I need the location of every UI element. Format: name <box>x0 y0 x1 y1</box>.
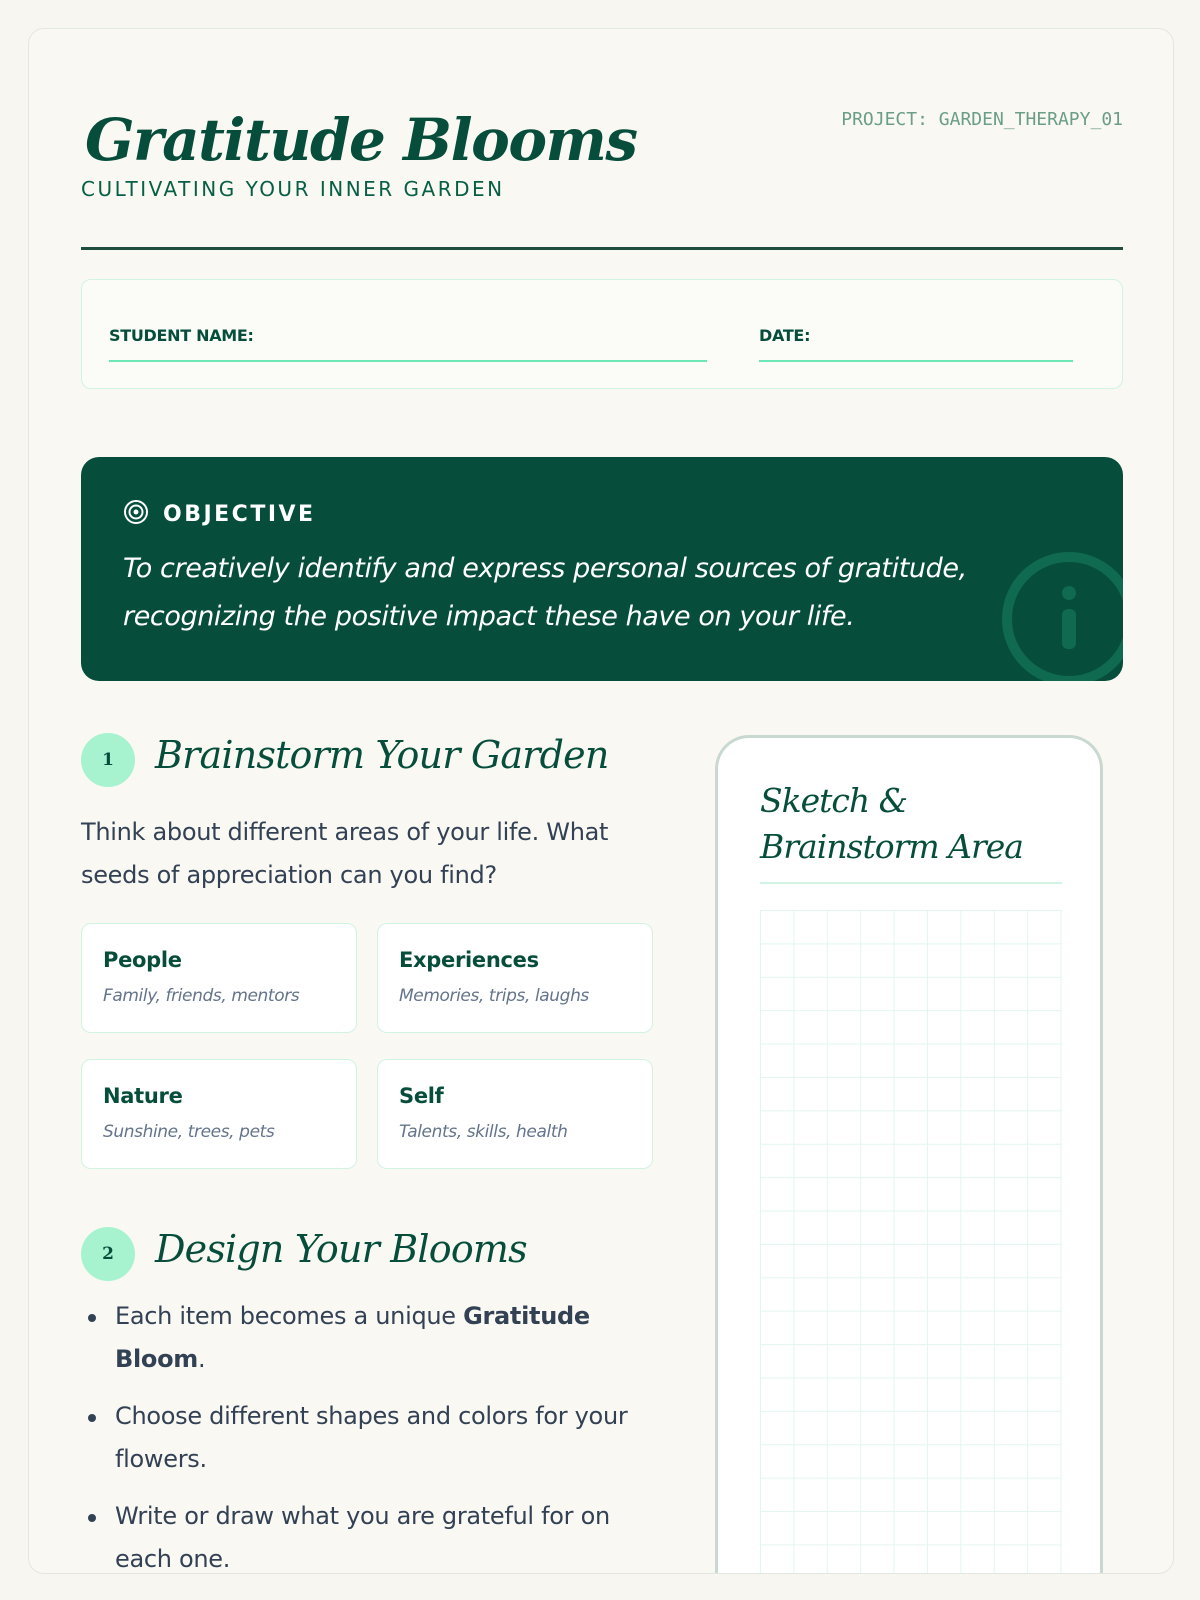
category-card-self <box>377 1059 653 1169</box>
card-title: Experiences <box>399 948 539 972</box>
worksheet-page <box>28 28 1174 1574</box>
category-card-people <box>81 923 357 1033</box>
info-icon <box>999 549 1123 681</box>
date-label: DATE: <box>759 326 811 345</box>
step-2-badge: 2 <box>81 1227 135 1281</box>
category-card-experiences <box>377 923 653 1033</box>
card-subtitle: Memories, trips, laughs <box>399 986 589 1006</box>
project-id: PROJECT: GARDEN_THERAPY_01 <box>841 109 1123 130</box>
list-item: Write or draw what you are grateful for on each one. <box>81 1495 661 1574</box>
student-name-label: STUDENT NAME: <box>109 326 254 345</box>
worksheet-header <box>81 79 1123 251</box>
sketch-divider <box>760 882 1062 884</box>
objective-header <box>123 499 316 529</box>
objective-box <box>81 457 1123 681</box>
step-2-title: Design Your Blooms <box>155 1227 527 1271</box>
list-item: Choose different shapes and colors for your flowers. <box>81 1395 661 1481</box>
page-title: Gratitude Blooms <box>85 106 637 174</box>
sketch-area[interactable] <box>715 735 1103 1574</box>
step-1-intro: Think about different areas of your life. What seeds of appreciation can you find? <box>81 818 609 889</box>
card-title: Self <box>399 1084 444 1108</box>
step-1-title: Brainstorm Your Garden <box>155 733 609 777</box>
sketch-grid[interactable] <box>760 910 1062 1574</box>
student-name-field[interactable] <box>109 360 707 362</box>
target-icon <box>123 499 149 529</box>
category-card-nature <box>81 1059 357 1169</box>
date-field[interactable] <box>759 360 1073 362</box>
card-subtitle: Family, friends, mentors <box>103 986 300 1006</box>
step-2-bullet-list <box>81 1295 661 1574</box>
objective-text: To creatively identify and express personal sources of gratitude, recognizing the positive impact these have on your life. <box>123 553 967 632</box>
header-divider <box>81 247 1123 250</box>
list-item: Each item becomes a unique Gratitude Bloom. <box>81 1295 661 1381</box>
step-1-badge: 1 <box>81 733 135 787</box>
card-title: Nature <box>103 1084 183 1108</box>
objective-label: OBJECTIVE <box>163 501 316 527</box>
sketch-area-title: Sketch & Brainstorm Area <box>760 781 1023 866</box>
card-subtitle: Sunshine, trees, pets <box>103 1122 275 1142</box>
card-title: People <box>103 948 182 972</box>
student-info-box <box>81 279 1123 389</box>
card-subtitle: Talents, skills, health <box>399 1122 568 1142</box>
page-subtitle: CULTIVATING YOUR INNER GARDEN <box>81 177 505 201</box>
